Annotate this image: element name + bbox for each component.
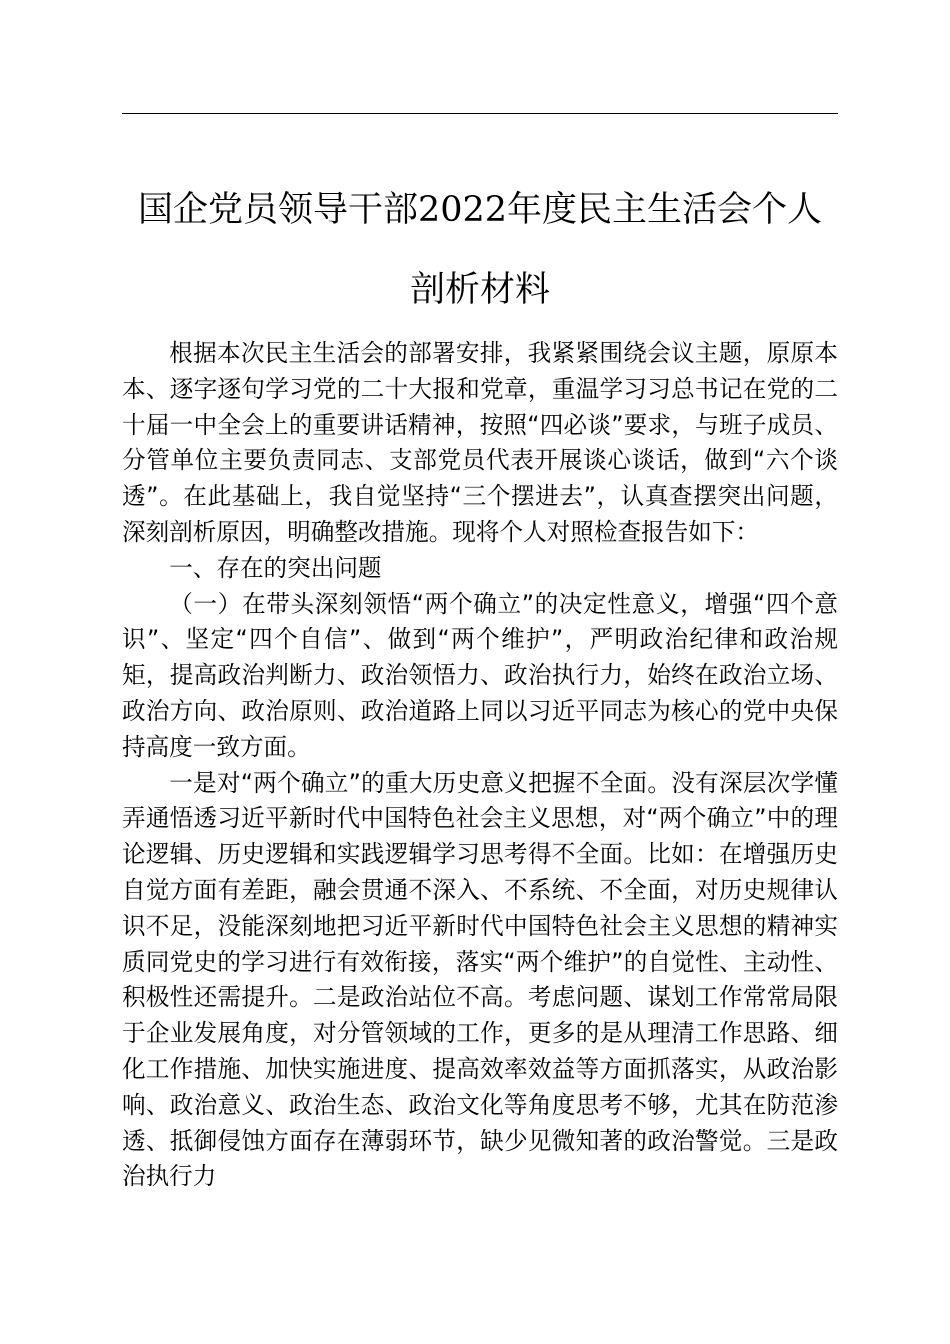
subsection-paragraph: （一）在带头深刻领悟“两个确立”的决定性意义，增强“四个意识”、坚定“四个自信”、做到“两个维护”，严明政治纪律和政治规矩，提高政治判断力、政治领悟力、政治执行力，始终在政治立场、政治方向、政治原则、政治道路上同以习近平同志为核心的党中央保持高度一致方面。 <box>122 589 838 761</box>
title-line-1: 国企党员领导干部2022年度民主生活会个人 <box>137 190 823 230</box>
section-heading: 一、存在的突出问题 <box>169 553 382 582</box>
intro-paragraph: 根据本次民主生活会的部署安排，我紧紧围绕会议主题，原原本本、逐字逐句学习党的二十大报和党章，重温学习习总书记在党的二十届一中全会上的重要讲话精神，按照“四必谈”要求，与班子成员、分管单位主要负责同志、支部党员代表开展谈心谈话，做到“六个谈透”。在此基础上，我自觉坚持“三个摆进去”，认真查摆突出问题，深刻剖析原因，明确整改措施。现将个人对照检查报告如下： <box>122 339 838 546</box>
header-rule <box>122 113 838 114</box>
document-body <box>122 336 838 1195</box>
body-paragraph: 一是对“两个确立”的重大历史意义把握不全面。没有深层次学懂弄通悟透习近平新时代中国特色社会主义思想，对“两个确立”中的理论逻辑、历史逻辑和实践逻辑学习思考得不全面。比如：在增强历史自觉方面有差距，融会贯通不深入、不系统、不全面，对历史规律认识不足，没能深刻地把习近平新时代中国特色社会主义思想的精神实质同党史的学习进行有效衔接，落实“两个维护”的自觉性、主动性、积极性还需提升。二是政治站位不高。考虑问题、谋划工作常常局限于企业发展角度，对分管领域的工作，更多的是从理清工作思路、细化工作措施、加快实施进度、提高效率效益等方面抓落实，从政治影响、政治意义、政治生态、政治文化等角度思考不够，尤其在防范渗透、抵御侵蚀方面存在薄弱环节，缺少见微知著的政治警觉。三是政治执行力 <box>122 768 838 1191</box>
document-title <box>122 170 838 330</box>
title-line-2: 剖析材料 <box>409 270 550 310</box>
